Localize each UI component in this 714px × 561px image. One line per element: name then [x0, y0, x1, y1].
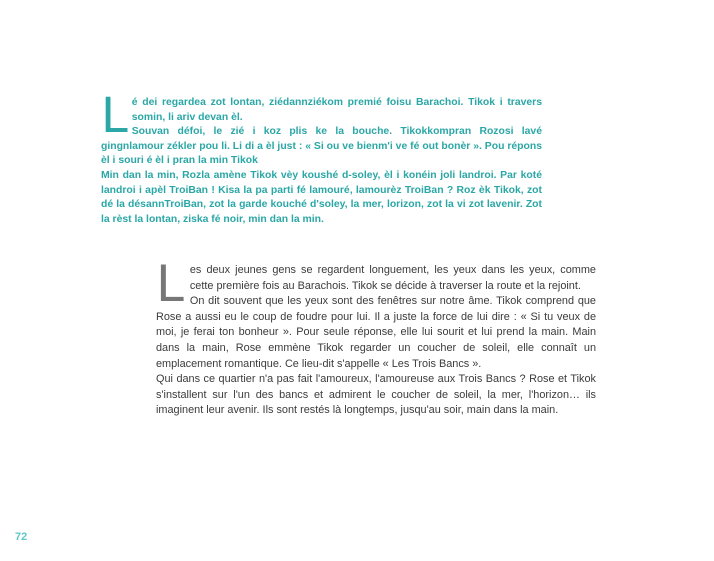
french-paragraph: Qui dans ce quartier n'a pas fait l'amoureux, l'amoureuse aux Trois Bancs ? Rose et Tikok s'installent sur l'un des bancs et admirent le coucher de soleil, la mer, l'horizon… ils imaginent leur avenir. Ils sont restés là longtemps, jusqu'au soir, main dans la main. [156, 373, 596, 417]
page-number: 72 [15, 531, 28, 543]
french-paragraph: es deux jeunes gens se regardent longuement, les yeux dans les yeux, comme cette première fois au Barachois. Tikok se décide à traverser la route et la rejoint. [189, 264, 596, 292]
french-paragraph: On dit souvent que les yeux sont des fenêtres sur notre âme. Tikok comprend que Rose a aussi eu le coup de foudre pour lui. Il a juste la force de lui dire : « Si tu veux de moi, je ferai ton bonheur ». Pour seule réponse, elle lui sourit et lui prend la main. Main dans la main, Rose emmène Tikok regarder un coucher de soleil, elle connaît un emplacement romantique. Ce lieu-dit s'appelle « Les Trois Bancs ». [156, 295, 596, 370]
creole-paragraph: Souvan défoi, le zié i koz plis ke la bouche. Tikokkompran Rozosi lavé gingnlamour zékler pou li. Li di a èl just : « Si ou ve bienm'i ve fé out bonèr ». Pou répons èl i souri é èl i pran la min Tikok [101, 126, 542, 167]
french-text-block [156, 255, 596, 419]
creole-text-block [101, 88, 542, 227]
french-drop-cap: L [156, 255, 184, 313]
creole-drop-cap: L [101, 88, 128, 144]
creole-paragraph: é dei regardea zot lontan, ziédannziékom premié foisu Barachoi. Tikok i travers somin, li ariv devan èl. [131, 97, 542, 123]
creole-paragraph: Min dan la min, Rozla amène Tikok vèy koushé d-soley, èl i konéin joli landroi. Par koté landroi i apèl TroiBan ! Kisa la pa parti fé lamouré, lamourèz TroiBan ? Roz èk Tikok, zot dé la désannTroiBan, zot la garde kouché d'soley, la mer, lorizon, zot la vi zot lavenir. Zot la rèst la lontan, ziska fé noir, min dan la min. [101, 169, 542, 225]
